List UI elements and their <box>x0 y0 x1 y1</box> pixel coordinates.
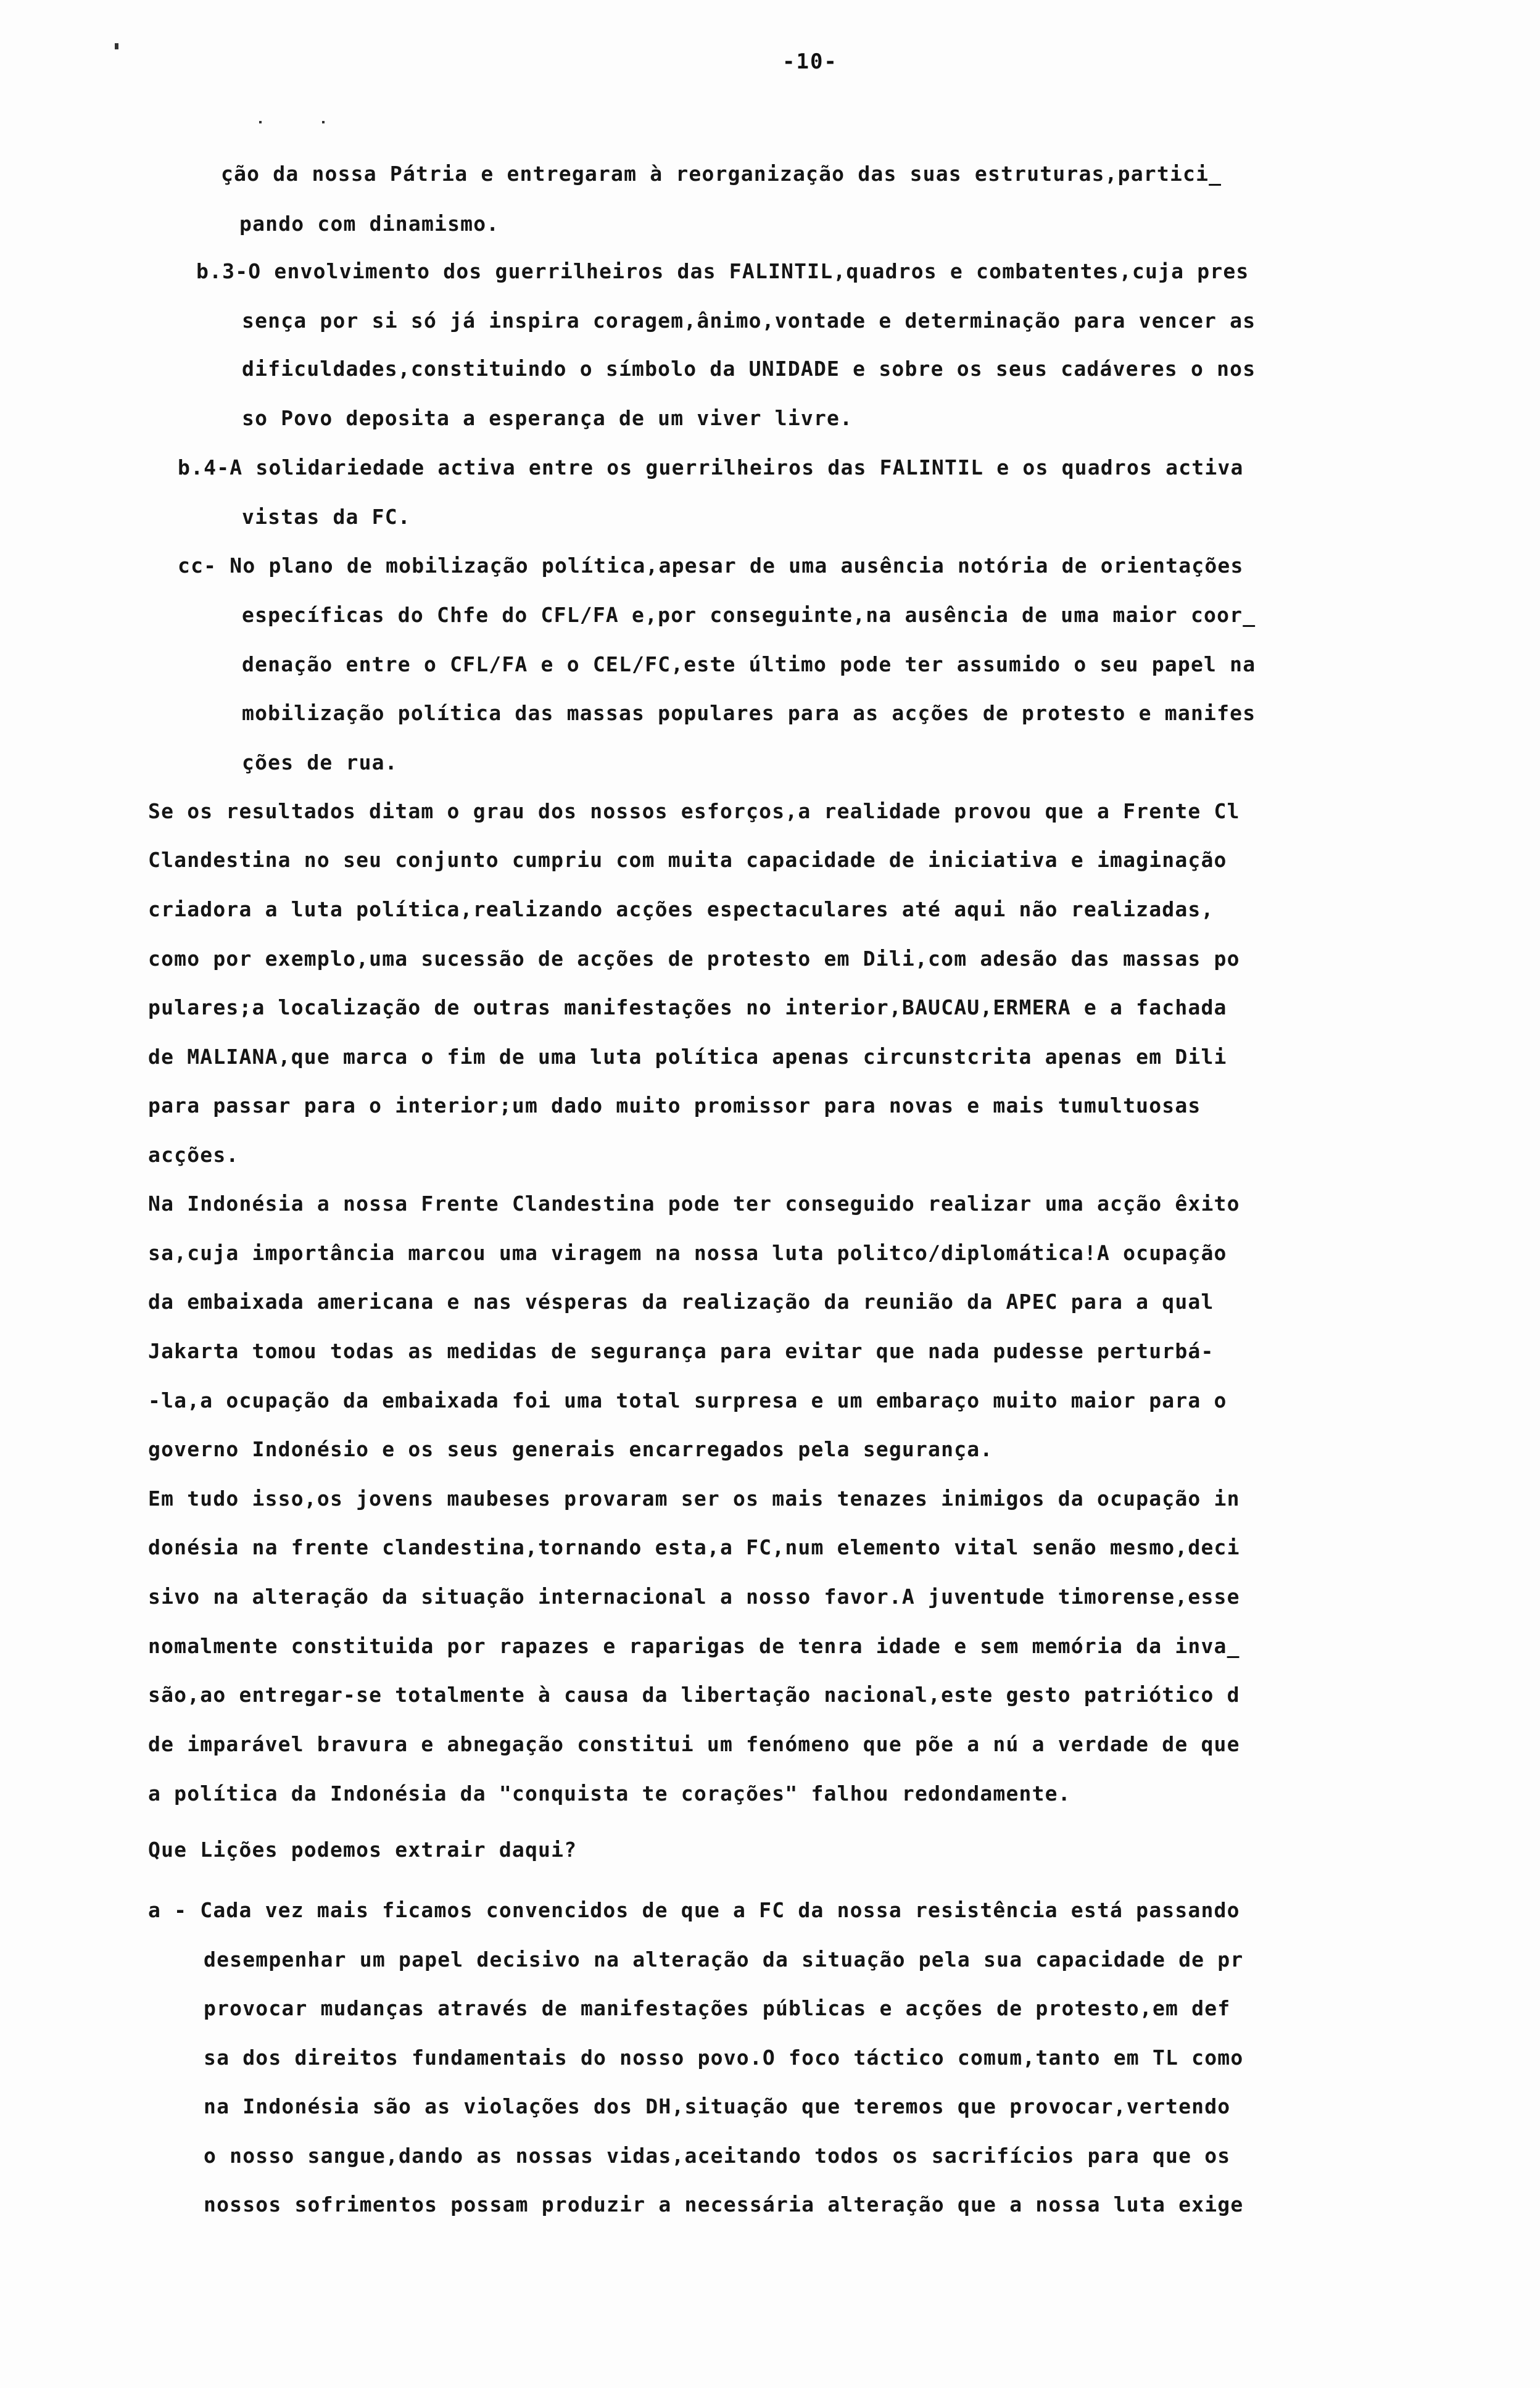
scan-speck <box>115 43 118 49</box>
text-line: -la,a ocupação da embaixada foi uma total surpresa e um embaraço muito maior para o <box>148 1388 1227 1412</box>
text-line: específicas do Chfe do CFL/FA e,por conseguinte,na ausência de uma maior coor_ <box>242 603 1256 627</box>
text-line: mobilização política das massas populares para as acções de protesto e manifes <box>242 701 1256 725</box>
text-line: sença por si só já inspira coragem,ânimo,vontade e determinação para vencer as <box>242 309 1256 333</box>
text-line: governo Indonésio e os seus generais encarregados pela segurança. <box>148 1437 993 1461</box>
text-line: sivo na alteração da situação internacional a nosso favor.A juventude timorense,esse <box>148 1585 1240 1609</box>
text-line: donésia na frente clandestina,tornando esta,a FC,num elemento vital senão mesmo,deci <box>148 1535 1240 1559</box>
text-line: ções de rua. <box>242 750 398 774</box>
text-line: Jakarta tomou todas as medidas de segurança para evitar que nada pudesse perturbá- <box>148 1339 1214 1363</box>
text-line: ção da nossa Pátria e entregaram à reorganização das suas estruturas,partici_ <box>221 162 1222 186</box>
text-line: nomalmente constituida por rapazes e raparigas de tenra idade e sem memória da inva_ <box>148 1634 1240 1658</box>
text-line: na Indonésia são as violações dos DH,situação que teremos que provocar,vertendo <box>204 2094 1231 2118</box>
text-line: pulares;a localização de outras manifestações no interior,BAUCAU,ERMERA e a fachada <box>148 995 1227 1019</box>
text-line: desempenhar um papel decisivo na alteração da situação pela sua capacidade de pr <box>204 1947 1244 1971</box>
text-line: provocar mudanças através de manifestações públicas e acções de protesto,em def <box>204 1996 1231 2020</box>
text-line: vistas da FC. <box>242 505 411 529</box>
text-line: nossos sofrimentos possam produzir a necessária alteração que a nossa luta exige <box>204 2192 1244 2216</box>
text-line: b.4-A solidariedade activa entre os guerrilheiros das FALINTIL e os quadros activa <box>178 455 1244 479</box>
text-line: Na Indonésia a nossa Frente Clandestina pode ter conseguido realizar uma acção êxito <box>148 1192 1240 1216</box>
text-line: denação entre o CFL/FA e o CEL/FC,este último pode ter assumido o seu papel na <box>242 652 1256 676</box>
text-line: sa dos direitos fundamentais do nosso povo.O foco táctico comum,tanto em TL como <box>204 2046 1244 2070</box>
section-heading: Que Lições podemos extrair daqui? <box>148 1838 578 1862</box>
text-line: como por exemplo,uma sucessão de acções de protesto em Dili,com adesão das massas po <box>148 947 1240 971</box>
text-line: para passar para o interior;um dado muito promissor para novas e mais tumultuosas <box>148 1093 1201 1117</box>
text-line: Em tudo isso,os jovens maubeses provaram ser os mais tenazes inimigos da ocupação in <box>148 1486 1240 1511</box>
text-line: cc- No plano de mobilização política,apesar de uma ausência notória de orientações <box>178 553 1244 578</box>
text-line: a - Cada vez mais ficamos convencidos de que a FC da nossa resistência está passando <box>148 1898 1240 1922</box>
text-line: a política da Indonésia da "conquista te corações" falhou redondamente. <box>148 1781 1071 1806</box>
text-line: sa,cuja importância marcou uma viragem na nossa luta politco/diplomática!A ocupação <box>148 1241 1227 1265</box>
text-line: Se os resultados ditam o grau dos nossos esforços,a realidade provou que a Frente Cl <box>148 799 1240 823</box>
text-line: so Povo deposita a esperança de um viver livre. <box>242 406 853 430</box>
text-line: são,ao entregar-se totalmente à causa da libertação nacional,este gesto patriótico d <box>148 1683 1240 1707</box>
text-line: Clandestina no seu conjunto cumpriu com muita capacidade de iniciativa e imaginação <box>148 848 1227 872</box>
text-line: acções. <box>148 1143 239 1167</box>
scan-speck <box>259 121 262 123</box>
text-line: pando com dinamismo. <box>239 212 500 236</box>
text-line: da embaixada americana e nas vésperas da realização da reunião da APEC para a qual <box>148 1290 1214 1314</box>
text-line: b.3-O envolvimento dos guerrilheiros das FALINTIL,quadros e combatentes,cuja pres <box>196 259 1249 283</box>
text-line: de MALIANA,que marca o fim de uma luta política apenas circunstcrita apenas em Dili <box>148 1045 1227 1069</box>
scan-speck <box>322 121 325 123</box>
text-line: de imparável bravura e abnegação constitui um fenómeno que põe a nú a verdade de que <box>148 1732 1240 1756</box>
text-line: criadora a luta política,realizando acções espectaculares até aqui não realizadas, <box>148 897 1214 921</box>
text-line: dificuldades,constituindo o símbolo da UNIDADE e sobre os seus cadáveres o nos <box>242 357 1256 381</box>
page-number: -10- <box>782 49 838 74</box>
text-line: o nosso sangue,dando as nossas vidas,aceitando todos os sacrifícios para que os <box>204 2144 1231 2168</box>
